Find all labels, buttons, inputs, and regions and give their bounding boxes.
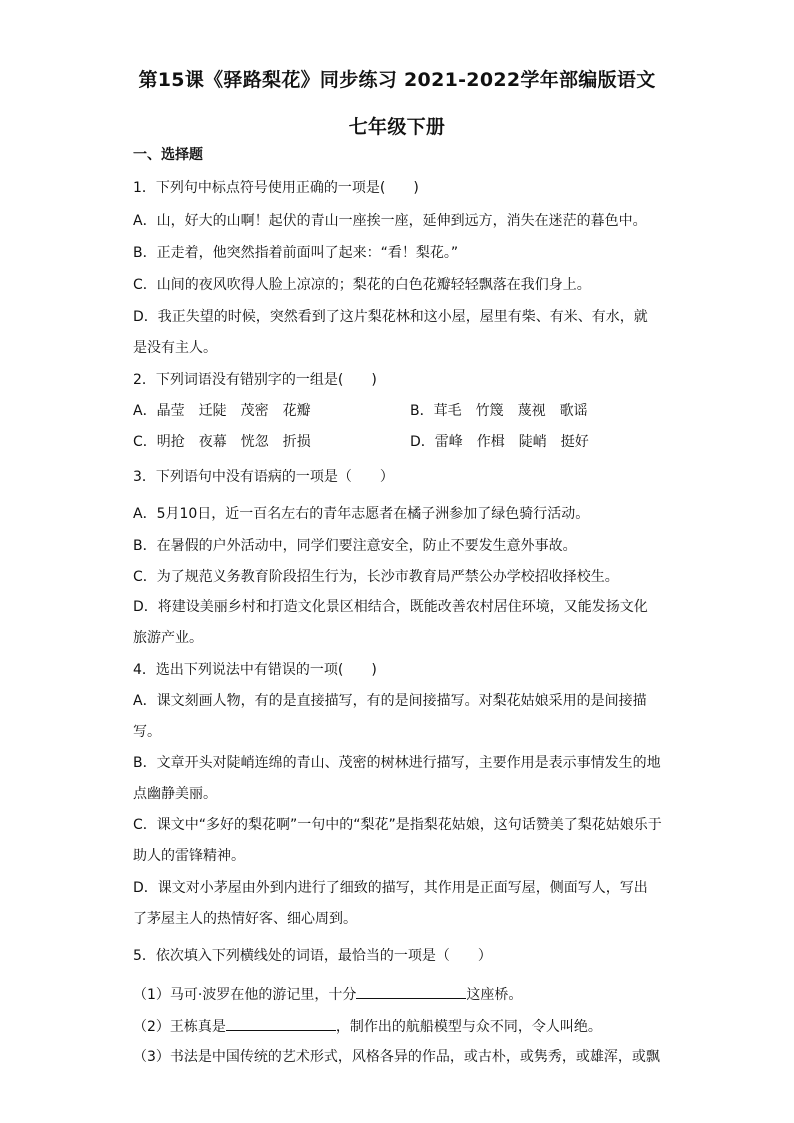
q1-option-b: B．正走着，他突然指着前面叫了起来：“看！梨花。” [133, 245, 459, 261]
q5-sentence-1 [133, 984, 663, 1004]
q5-s2-suffix: ，制作出的航船模型与众不同，令人叫绝。 [335, 1019, 602, 1035]
q2-option-a: A．晶莹 迁陡 茂密 花瓣 [133, 403, 311, 419]
q3-option-a: A．5月10日，近一百名左右的青年志愿者在橘子洲参加了绿色骑行活动。 [133, 506, 590, 522]
q4-option-d-line1: D．课文对小茅屋由外到内进行了细致的描写，其作用是正面写屋，侧面写人，写出 [133, 880, 648, 896]
q3-stem: 3．下列语句中没有语病的一项是（ ） [133, 469, 394, 485]
q3-option-d-line2: 旅游产业。 [133, 630, 203, 646]
q5-s2-prefix: （2）王栋真是 [133, 1019, 226, 1035]
fill-blank-1 [356, 984, 466, 999]
q2-option-c: C．明抢 夜幕 恍忽 折损 [133, 434, 311, 450]
q1-stem: 1．下列句中标点符号使用正确的一项是( ) [133, 180, 419, 196]
document-title-line1: 第15课《驿路梨花》同步练习 2021-2022学年部编版语文 [138, 69, 656, 91]
q1-option-d-line2: 是没有主人。 [133, 340, 217, 356]
q5-stem: 5．依次填入下列横线处的词语，最恰当的一项是（ ） [133, 948, 492, 964]
fill-blank-2 [226, 1016, 336, 1031]
q1-option-c: C．山间的夜风吹得人脸上凉凉的；梨花的白色花瓣轻轻飘落在我们身上。 [133, 277, 591, 293]
q1-option-d-line1: D．我正失望的时候，突然看到了这片梨花林和这小屋，屋里有柴、有米、有水，就 [133, 309, 648, 325]
q4-option-d-line2: 了茅屋主人的热情好客、细心周到。 [133, 911, 357, 927]
q2-stem: 2．下列词语没有错别字的一组是( ) [133, 372, 377, 388]
q4-option-a-line2: 写。 [133, 724, 161, 740]
q3-option-b: B．在暑假的户外活动中，同学们要注意安全，防止不要发生意外事故。 [133, 538, 577, 554]
q5-s1-prefix: （1）马可·波罗在他的游记里，十分 [133, 987, 357, 1003]
q5-sentence-3: （3）书法是中国传统的艺术形式，风格各异的作品，或古朴，或隽秀，或雄浑，或飘 [133, 1049, 660, 1065]
section-heading: 一、选择题 [133, 147, 203, 163]
q2-option-d: D．雷峰 作楫 陡峭 挺好 [410, 434, 589, 450]
q1-option-a: A．山，好大的山啊！起伏的青山一座挨一座，延伸到远方，消失在迷茫的暮色中。 [133, 213, 647, 229]
q3-option-c: C．为了规范义务教育阶段招生行为，长沙市教育局严禁公办学校招收择校生。 [133, 569, 619, 585]
q4-option-b-line1: B．文章开头对陡峭连绵的青山、茂密的树林进行描写，主要作用是表示事情发生的地 [133, 755, 661, 771]
document-title-line2: 七年级下册 [348, 116, 446, 138]
q4-option-b-line2: 点幽静美丽。 [133, 786, 217, 802]
q4-option-a-line1: A．课文刻画人物，有的是直接描写，有的是间接描写。对梨花姑娘采用的是间接描 [133, 693, 647, 709]
q3-option-d-line1: D．将建设美丽乡村和打造文化景区相结合，既能改善农村居住环境，又能发扬文化 [133, 599, 648, 615]
q4-option-c-line1: C．课文中“多好的梨花啊”一句中的“梨花”是指梨花姑娘，这句话赞美了梨花姑娘乐于 [133, 817, 662, 833]
q4-option-c-line2: 助人的雷锋精神。 [133, 848, 245, 864]
q5-s1-suffix: 这座桥。 [466, 987, 523, 1003]
q2-option-b: B．茸毛 竹篾 蔑视 歌谣 [410, 403, 588, 419]
q5-sentence-2 [133, 1016, 663, 1036]
q4-stem: 4．选出下列说法中有错误的一项( ) [133, 662, 377, 678]
